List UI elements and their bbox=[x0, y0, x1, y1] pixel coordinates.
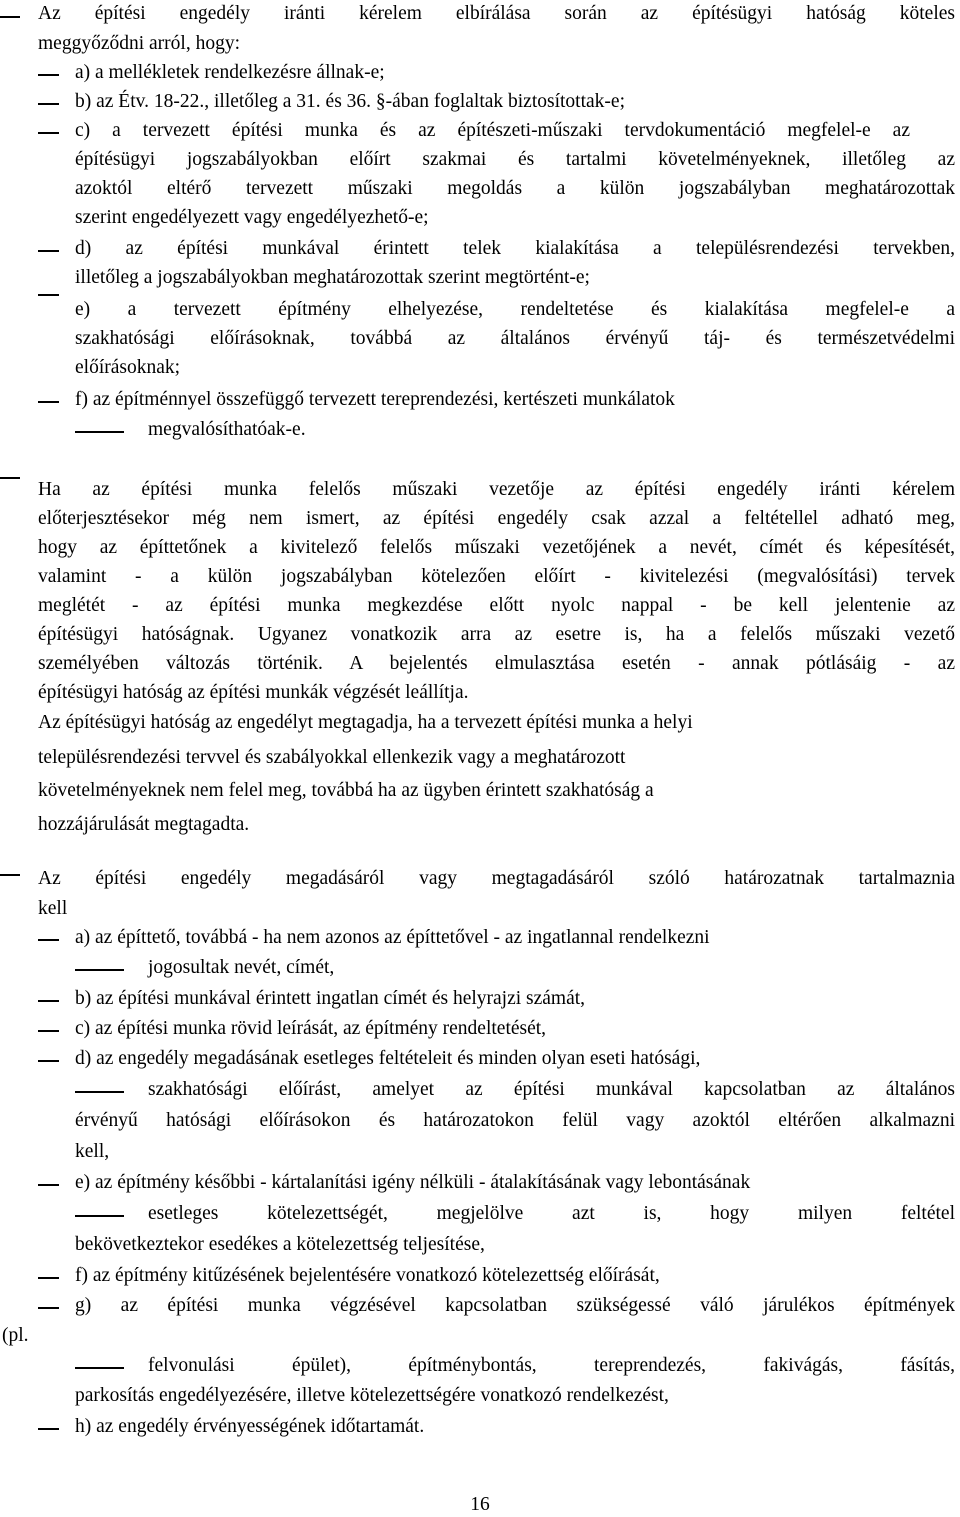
section1-item-c-line4: szerint engedélyezett vagy engedélyezhető-e; bbox=[75, 207, 429, 228]
list-dash bbox=[38, 1277, 59, 1279]
list-dash bbox=[38, 1060, 59, 1062]
section1-intro-line2: meggyőződni arról, hogy: bbox=[38, 33, 240, 54]
section1-item-c-line1: c) a tervezett építési munka és az építészeti-műszaki tervdokumentáció megfelel-e az bbox=[75, 120, 910, 141]
section3-intro-line1: Az építési engedély megadásáról vagy megtagadásáról szóló határozatnak tartalmaznia bbox=[38, 868, 955, 889]
list-dash bbox=[38, 1030, 59, 1032]
section1-item-e-line3: előírásoknak; bbox=[75, 357, 181, 378]
list-dash bbox=[38, 1428, 59, 1430]
list-dash bbox=[38, 103, 59, 105]
list-dash bbox=[75, 1367, 124, 1369]
section2-line7: személyében változás történik. A bejelentés elmulasztása esetén - annak pótlásáig - az bbox=[38, 653, 955, 674]
list-dash bbox=[38, 401, 59, 403]
section2-line4: valamint - a külön jogszabályban kötelezően előírt - kivitelezési (megvalósítási) tervek bbox=[38, 566, 955, 587]
section1-item-e-line2: szakhatósági előírásoknak, továbbá az általános érvényű táj- és természetvédelmi bbox=[75, 328, 955, 349]
section2-line8: építésügyi hatóság az építési munkák végzését leállítja. bbox=[38, 682, 469, 703]
section2-line1: Ha az építési munka felelős műszaki vezetője az építési engedély iránti kérelem bbox=[38, 479, 955, 500]
section3-item-d-line1: d) az engedély megadásának esetleges feltételeit és minden olyan eseti hatósági, bbox=[75, 1048, 701, 1069]
section3-item-h: h) az engedély érvényességének időtartamát. bbox=[75, 1416, 425, 1437]
section1-item-d-line1: d) az építési munkával érintett telek kialakítása a településrendezési tervekben, bbox=[75, 238, 955, 259]
section1-item-c-line2: építésügyi jogszabályokban előírt szakmai és tartalmi követelményeknek, illetőleg az bbox=[75, 149, 955, 170]
list-dash bbox=[38, 1184, 59, 1186]
list-dash bbox=[38, 132, 59, 134]
bullet-dash bbox=[0, 874, 20, 876]
section3-item-a-line1: a) az építtető, továbbá - ha nem azonos az építtetővel - az ingatlannal rendelkezni bbox=[75, 927, 710, 948]
section3-item-d-line2: szakhatósági előírást, amelyet az építési munkával kapcsolatban az általános bbox=[148, 1079, 955, 1100]
list-dash bbox=[38, 74, 59, 76]
section3-item-b: b) az építési munkával érintett ingatlan címét és helyrajzi számát, bbox=[75, 988, 586, 1009]
section3-item-g-pl: (pl. bbox=[2, 1325, 29, 1346]
section1-item-b: b) az Étv. 18-22., illetőleg a 31. és 36. §-ában foglaltak biztosítottak-e; bbox=[75, 91, 625, 112]
section3-item-g-line2: felvonulási épület), építménybontás, tereprendezés, fakivágás, fásítás, bbox=[148, 1355, 955, 1376]
section1-item-e-line1: e) a tervezett építmény elhelyezése, rendeltetése és kialakítása megfelel-e a bbox=[75, 299, 955, 320]
section3-item-c: c) az építési munka rövid leírását, az építmény rendeltetését, bbox=[75, 1018, 547, 1039]
list-dash bbox=[75, 431, 124, 433]
section1-item-c-line3: azoktól eltérő tervezett műszaki megoldás a külön jogszabályban meghatározottak bbox=[75, 178, 955, 199]
section1-item-d-line2: illetőleg a jogszabályokban meghatározottak szerint megtörtént-e; bbox=[75, 267, 590, 288]
section3-item-d-line3: érvényű hatósági előírásokon és határozatokon felül vagy azoktól eltérően alkalmazni bbox=[75, 1110, 955, 1131]
section3-item-a-line2: jogosultak nevét, címét, bbox=[148, 957, 335, 978]
section3-item-d-line4: kell, bbox=[75, 1141, 110, 1162]
section2-line3: hogy az építtetőnek a kivitelező felelős műszaki vezetőjének a nevét, címét és képesítését, bbox=[38, 537, 955, 558]
section2-line11: követelményeknek nem felel meg, továbbá ha az ügyben érintett szakhatóság a bbox=[38, 780, 654, 801]
list-dash bbox=[75, 969, 124, 971]
section3-item-e-line2: esetleges kötelezettségét, megjelölve azt is, hogy milyen feltétel bbox=[148, 1203, 955, 1224]
section2-line9: Az építésügyi hatóság az engedélyt megtagadja, ha a tervezett építési munka a helyi bbox=[38, 712, 693, 733]
section3-item-g-line1: g) az építési munka végzésével kapcsolatban szükségessé váló járulékos építmények bbox=[75, 1295, 955, 1316]
list-dash bbox=[38, 1307, 59, 1309]
list-dash bbox=[38, 250, 59, 252]
list-dash bbox=[38, 1000, 59, 1002]
list-dash bbox=[75, 1215, 124, 1217]
section2-line10: településrendezési tervvel és szabályokkal ellenkezik vagy a meghatározott bbox=[38, 747, 626, 768]
section3-item-e-line3: bekövetkeztekor esedékes a kötelezettség teljesítése, bbox=[75, 1234, 485, 1255]
section2-line6: építésügyi hatóságnak. Ugyanez vonatkozik arra az esetre is, ha a felelős műszaki vezető bbox=[38, 624, 955, 645]
section3-intro-line2: kell bbox=[38, 898, 68, 919]
section3-item-f: f) az építmény kitűzésének bejelentésére vonatkozó kötelezettség előírását, bbox=[75, 1265, 660, 1286]
section1-item-a: a) a mellékletek rendelkezésre állnak-e; bbox=[75, 62, 385, 83]
section1-item-f-line1: f) az építménnyel összefüggő tervezett tereprendezési, kertészeti munkálatok bbox=[75, 389, 675, 410]
section1-item-f-line2: megvalósíthatóak-e. bbox=[148, 419, 306, 440]
bullet-dash bbox=[0, 477, 20, 479]
section2-line2: előterjesztésekor még nem ismert, az építési engedély csak azzal a feltétellel adható meg, bbox=[38, 508, 955, 529]
bullet-dash bbox=[0, 16, 20, 18]
list-dash bbox=[38, 294, 59, 296]
list-dash bbox=[38, 939, 59, 941]
section1-intro-line1: Az építési engedély iránti kérelem elbírálása során az építésügyi hatóság köteles bbox=[38, 3, 955, 24]
section3-item-g-line3: parkosítás engedélyezésére, illetve kötelezettségére vonatkozó rendelkezést, bbox=[75, 1385, 669, 1406]
page-number: 16 bbox=[470, 1494, 490, 1515]
section2-line5: meglétét - az építési munka megkezdése előtt nyolc nappal - be kell jelentenie az bbox=[38, 595, 955, 616]
section3-item-e-line1: e) az építmény későbbi - kártalanítási igény nélküli - átalakításának vagy lebontásának bbox=[75, 1172, 751, 1193]
section2-line12: hozzájárulását megtagadta. bbox=[38, 814, 250, 835]
list-dash bbox=[75, 1091, 124, 1093]
